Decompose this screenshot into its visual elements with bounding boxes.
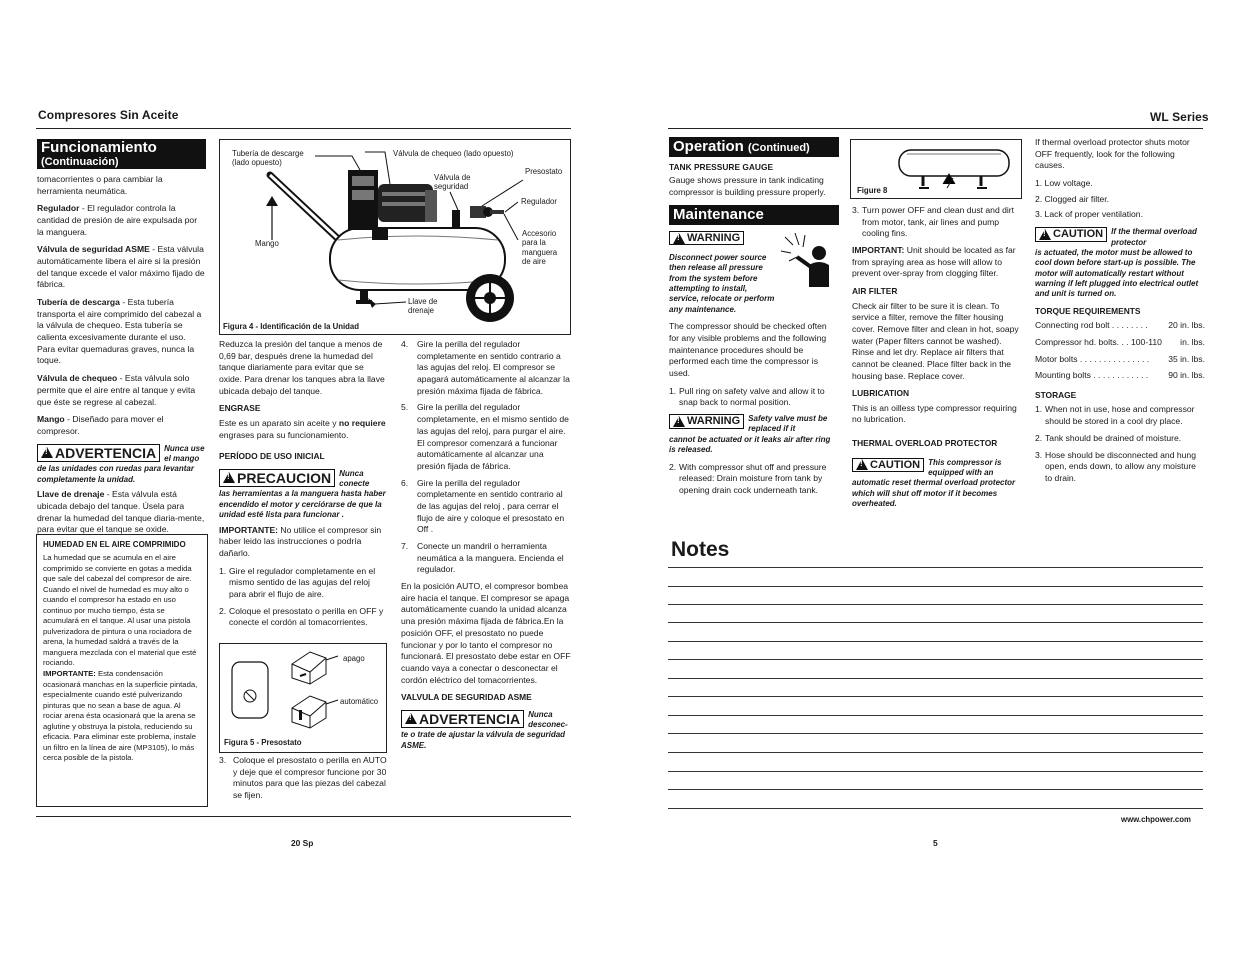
- para-reduzca: Reduzca la presión del tanque a menos de 0,69 bar, después drene la humedad del tanque diariamente para evitar que se oxide. Para drenar los tanques abra la llave ubicada debajo del tanque.: [219, 339, 385, 396]
- section-title-operation: Operation (Continued): [669, 137, 839, 157]
- heading-engrase: ENGRASE: [219, 403, 261, 414]
- section-title-funcionamiento: [37, 139, 206, 169]
- heading-periodo: PERÍODO DE USO INICIAL: [219, 451, 325, 462]
- torque-row: Compressor hd. bolts. . . 100-110 in. lbs.: [1035, 336, 1205, 347]
- humedad-para-2: IMPORTANTE: Esta condensación ocasionará manchas en la superficie pintada, especialmente cuando esté pulverizando pinturas que no sean a base de agua. Al rociar arena ésta ocasionará que la arena se aglutine y obstruya la pistola, reduciendo su eficacia. Para eliminar este problema, instale un filtro en la línea de aire (MP3105), lo más cerca posible de la pistola.: [43, 668, 198, 763]
- step-6: 6. Gire la perilla del regulador completamente en sentido contrario al de las agujas del reloj , para cerrar el flujo de aire y coloque el presostato en Off .: [401, 477, 565, 535]
- warning2-rest-text: cannot be actuated or it leaks air after ring is released.: [669, 434, 831, 455]
- note-line: [668, 678, 1203, 679]
- note-line: [668, 604, 1203, 605]
- title-text: Funcionamiento: [41, 139, 157, 156]
- right-col3: [1035, 137, 1205, 490]
- label-mango: Mango: [255, 239, 279, 248]
- heading-air-filter: AIR FILTER: [852, 286, 898, 297]
- left-col2-b: [219, 755, 387, 807]
- para-air-filter: Check air filter to be sure it is clean. To service a filter, remove the filter housing cover. Remove filter and clean in hot, soapy water (Paper filters cannot be washed). Rinse and let dry. Replace air filters that cannot be cleaned. Place filter back in the housing base. Replace cover.: [852, 300, 1019, 381]
- para-llave: Llave de drenaje - Esta válvula está ubicada debajo del tanque. Úsela para drenar la humedad del tanque diaria-mente, para evitar que el tanque se oxide.: [37, 489, 205, 535]
- label-regulador: Regulador: [521, 197, 557, 206]
- para-maint-intro: The compressor should be checked often for any visible problems and the following maintenance procedures should be performed each time the compressor is used.: [669, 321, 827, 378]
- label-llave: Llave de drenaje: [408, 297, 438, 316]
- right-col2: [852, 205, 1022, 510]
- step-5: 5. Gire la perilla del regulador completamente, en el mismo sentido de las agujas del reloj, para purgar el aire. El compresor comenzará a funcionar automáticamente al alcanzar una presión fijada de fábrica.: [401, 402, 569, 471]
- label-accesorio: Accesorio para la manguera de aire: [522, 229, 558, 267]
- storage-1: 1. When not in use, hose and compressor should be stored in a cool dry place.: [1035, 404, 1195, 427]
- note-line: [668, 715, 1203, 716]
- label-automatico: automático: [340, 697, 379, 706]
- torque-table: [1035, 320, 1205, 382]
- steps-4-7: [401, 339, 571, 576]
- figure-5: [219, 643, 387, 753]
- step-7: 7. Conecte un mandril o herramienta neumática a la manguera. Encienda el regulador.: [401, 541, 564, 575]
- step-2: 2. Coloque el presostato o perilla en OFF y conecte el cordón al tomacorrientes.: [219, 605, 384, 628]
- warning-triangle-icon: [673, 233, 685, 244]
- para-engrase: Este es un aparato sin aceite y no requiere engrases para su funcionamiento.: [219, 417, 386, 440]
- maint-step-3: 3. Turn power OFF and clean dust and dirt from motor, tank, air lines and pump cooling fins.: [852, 205, 1015, 239]
- maint-step-1: 1. Pull ring on safety valve and allow it to snap back to normal position.: [669, 385, 825, 408]
- left-page-header: Compresores Sin Aceite: [38, 108, 179, 122]
- warning-triangle-icon: [1039, 229, 1051, 240]
- label-chequeo: Válvula de chequeo (lado opuesto): [393, 149, 514, 158]
- figure-8: [850, 139, 1022, 199]
- cause-2: 2. Clogged air filter.: [1035, 193, 1110, 204]
- step-4: 4. Gire la perilla del regulador completamente en sentido contrario a las agujas del reloj. El compresor se apagará automáticamente al alcanzar la presión máxima fijada de fábrica.: [401, 339, 570, 396]
- subtitle-text: (Continuación): [41, 155, 119, 168]
- para-lubrication: This is an oilless type compressor requiring no lubrication.: [852, 402, 1017, 425]
- cause-3: 3. Lack of proper ventilation.: [1035, 209, 1143, 220]
- para-auto: En la posición AUTO, el compresor bombea aire hacia el tanque. El compresor se apaga automáticamente cuando la unidad alcanza una presión máxima fijada de fábrica.En la posición OFF, el presostato no puede funcionar y por lo tanto el compresor no funcionará. El presostato debe estar en OFF cuando vaya a conectar o desconectar el cordón eléctrico del tomacorrientes.: [401, 581, 571, 685]
- label-presostato: Presostato: [525, 167, 563, 176]
- warning2-notice: [669, 414, 839, 456]
- right-header-rule: [668, 128, 1203, 129]
- maint-steps-3: [852, 205, 1022, 240]
- precaucion-side-text: Nunca conecte: [339, 468, 370, 489]
- precaucion-notice: [219, 469, 387, 521]
- para-importante: IMPORTANTE: No utilice el compresor sin haber leido las instrucciones o podría dañarlo.: [219, 524, 382, 558]
- heading-tank-gauge: TANK PRESSURE GAUGE: [669, 162, 774, 172]
- warning-triangle-icon: [856, 459, 868, 470]
- para-1: tomacorrientes o para cambiar la herramienta neumática.: [37, 173, 163, 196]
- step-1: 1. Gire el regulador completamente en el mismo sentido de las agujas del reloj para abrir el flujo de aire.: [219, 565, 376, 600]
- note-line: [668, 752, 1203, 753]
- right-page-number: 5: [933, 838, 938, 848]
- label-apago: apago: [343, 654, 365, 663]
- advertencia-rest-text: de las unidades con ruedas para levantar completamente la unidad.: [37, 464, 194, 484]
- label-tuberia: Tubería de descarge (lado opuesto): [232, 149, 304, 168]
- notes-heading: Notes: [671, 538, 730, 561]
- note-line: [668, 586, 1203, 587]
- figure-4-caption: Figura 4 - Identificación de la Unidad: [223, 322, 360, 331]
- figure-4: [219, 139, 571, 335]
- storage-list: [1035, 404, 1205, 484]
- warning-triangle-icon: [405, 713, 417, 724]
- heading-torque: TORQUE REQUIREMENTS: [1035, 305, 1141, 316]
- figure-8-caption: Figure 8: [857, 186, 888, 195]
- heading-thermal: THERMAL OVERLOAD PROTECTOR: [852, 438, 998, 449]
- warning1-badge: ! WARNING: [669, 231, 744, 246]
- para-mango: Mango - Diseñado para mover el compresor.: [37, 414, 164, 436]
- para-regulador: Regulador - El regulador controla la cantidad de presión de aire expulsada por la manguera.: [37, 203, 198, 237]
- note-line: [668, 771, 1203, 772]
- caution1-rest-text: automatic reset thermal overload protector which will shut off motor if it becomes overheated.: [852, 478, 1016, 509]
- caution2-rest-text: is actuated, the motor must be allowed to cool down before start-up is possible. The motor will automatically restart without warning if left plugged into electrical outlet and unit is turned on.: [1035, 247, 1199, 299]
- advertencia2-rest-text: te o trate de ajustar la válvula de seguridad ASME.: [401, 730, 566, 750]
- caution1-side-text: This compressor is equipped with an: [928, 457, 1002, 477]
- electric-shock-icon: [775, 231, 839, 289]
- warning-triangle-icon: [673, 416, 685, 427]
- precaucion-rest-text: las herramientas a la manguera hasta haber encendido el motor y cerciórarse de que la unidad esté lista para funcionar .: [219, 489, 386, 520]
- note-line: [668, 641, 1203, 642]
- warning1-text: Disconnect power source then release all pressure from the system before attempting to install, service, relocate or perform any maintenance.: [669, 252, 775, 314]
- heading-lubrication: LUBRICATION: [852, 388, 910, 399]
- torque-row: Mounting bolts . . . . . . . . . . . . 90 in. lbs.: [1035, 370, 1205, 381]
- note-line: [668, 789, 1203, 790]
- para-important: IMPORTANT: Unit should be located as far from spraying area as hose will allow to prevent over-spray from clogging filter.: [852, 245, 1016, 279]
- advertencia2-side-text: Nunca desconec-: [528, 709, 568, 730]
- heading-valvula: VALVULA DE SEGURIDAD ASME: [401, 692, 532, 703]
- note-line: [668, 567, 1203, 568]
- caution1-badge: ! CAUTION: [852, 458, 924, 473]
- para-chequeo: Válvula de chequeo - Esta válvula solo permite que el aire entre al tanque y evita que éste se regrese al cabezal.: [37, 373, 196, 407]
- para-tank-gauge: Gauge shows pressure in tank indicating compressor is building pressure properly.: [669, 175, 826, 198]
- compressor-illustration: [220, 140, 572, 336]
- step-3: 3. Coloque el presostato o perilla en AUTO y deje que el compresor funcione por 30 minutos para que las piezas del cabezal se fijen.: [219, 755, 387, 801]
- cause-1: 1. Low voltage.: [1035, 178, 1093, 189]
- para-thermal-causes: If thermal overload protector shuts motor OFF frequently, look for the following causes.: [1035, 137, 1190, 171]
- warning2-side-text: Safety valve must be replaced if it: [748, 413, 828, 434]
- humedad-para-1: La humedad que se acumula en el aire comprimido se convierte en gotas a medida que sale del cabezal del compresor de aire. Cuando el nivel de humedad es muy alto o cuando el compresor ha estado en uso continuo por mucho tiempo, ésta se acumulará en el tanque. Al usar una pistola pulverizadora de pintura o una rociadora de arena, la humedad saldrá a través de la manguera mezclada con el material que esté rociando.: [43, 552, 197, 668]
- left-col3: [401, 339, 571, 751]
- left-header-rule: [36, 128, 571, 129]
- caution2-side-text: If the thermal overload protector: [1111, 227, 1197, 247]
- precaucion-badge: ! PRECAUCION: [219, 469, 335, 487]
- note-line: [668, 622, 1203, 623]
- storage-2: 2. Tank should be drained of moisture.: [1035, 432, 1182, 443]
- caution2-notice: [1035, 227, 1205, 300]
- warning-triangle-icon: [223, 472, 235, 483]
- torque-row: Motor bolts . . . . . . . . . . . . . . . 35 in. lbs.: [1035, 353, 1205, 364]
- steps-3: [219, 755, 387, 802]
- heading-storage: STORAGE: [1035, 390, 1077, 401]
- maint-step-2: 2. With compressor shut off and pressure released: Drain moisture from tank by opening drain cock underneath tank.: [669, 461, 827, 495]
- note-line: [668, 696, 1203, 697]
- para-tuberia: Tubería de descarga - Esta tubería transporta el aire comprimido del cabezal a la válvula de chequeo. Esta tubería se calienta excesivamente durante el uso. Para evitar quemaduras graves, nunca la toque.: [37, 297, 202, 366]
- humedad-title: HUMEDAD EN EL AIRE COMPRIMIDO: [43, 540, 186, 549]
- maint-steps-2: [669, 462, 839, 497]
- advertencia-notice: [37, 444, 206, 486]
- maint-steps-1: [669, 386, 839, 409]
- advertencia2-notice: [401, 710, 571, 752]
- footer-url: www.chpower.com: [1121, 815, 1191, 824]
- caution1-notice: [852, 458, 1022, 510]
- warning2-badge: ! WARNING: [669, 414, 744, 429]
- humedad-box: [36, 534, 208, 807]
- figure-5-caption: Figura 5 - Presostato: [224, 738, 302, 747]
- note-line: [668, 808, 1203, 809]
- advertencia-badge: ! ADVERTENCIA: [37, 444, 160, 462]
- left-footer-rule: [36, 816, 571, 817]
- warning-triangle-icon: [41, 447, 53, 458]
- right-col1: [669, 137, 839, 502]
- storage-3: 3. Hose should be disconnected and hung open, ends down, to allow any moisture to drain.: [1035, 449, 1196, 483]
- left-page-number: 20 Sp: [291, 838, 314, 848]
- note-line: [668, 733, 1203, 734]
- right-page-header: WL Series: [1150, 110, 1209, 124]
- section-title-maintenance: Maintenance: [669, 205, 839, 225]
- steps-1-2: [219, 566, 387, 629]
- caution2-badge: ! CAUTION: [1035, 227, 1107, 242]
- note-line: [668, 659, 1203, 660]
- para-valvula-seguridad: Válvula de seguridad ASME - Esta válvula automáticamente libera el aire si la presión del tanque excede el valor máximo fijado de fábrica.: [37, 244, 205, 290]
- left-col1: [37, 139, 206, 542]
- advertencia-side-text: Nunca use el mango: [164, 443, 205, 463]
- torque-row: Connecting rod bolt . . . . . . . . 20 in. lbs.: [1035, 320, 1205, 331]
- left-col2: [219, 339, 387, 634]
- label-seguridad: Válvula de seguridad: [434, 173, 471, 192]
- advertencia2-badge: ! ADVERTENCIA: [401, 710, 524, 728]
